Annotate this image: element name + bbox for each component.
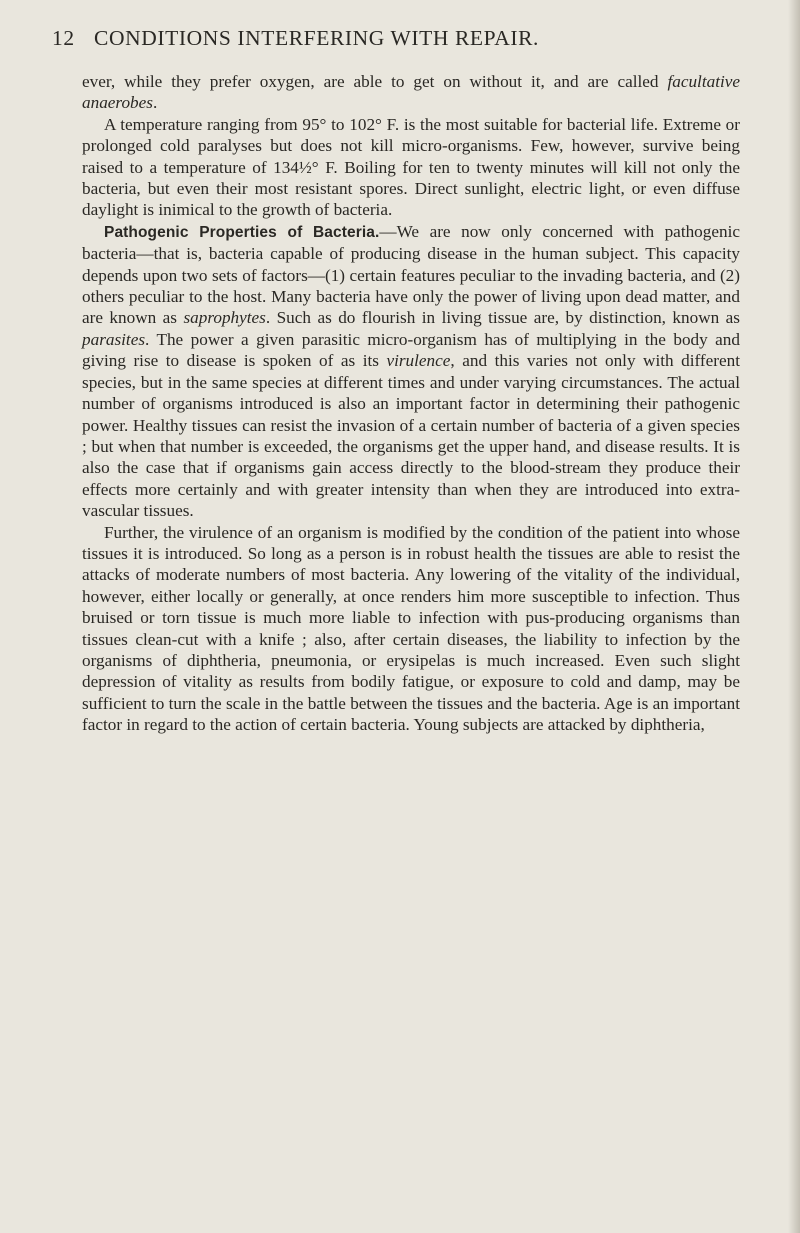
- italic-term: parasites: [82, 329, 146, 349]
- body-text: [82, 71, 740, 736]
- text-run: ever, while they prefer oxygen, are able to get on without it, and are called: [82, 72, 668, 91]
- text-run: .: [152, 93, 158, 113]
- paragraph-2: [82, 114, 740, 221]
- text-run: . Such as do flourish in living tissue are, by distinction, known as: [265, 308, 740, 328]
- italic-term: virulence: [386, 351, 451, 371]
- paragraph-3: [82, 221, 740, 522]
- text-run: Further, the virulence of an organism is modified by the condition of the patient into whose tissues it is introduced. So long as a person is in robust health the tissues are able to resist the attacks of moderate numbers of most bacteria. Any lowering of the vitality of the individual, however, either locally or generally, at once renders him more susceptible to infection. Thus bruised or torn tissue is much more liable to infection with pus-producing organisms than tissues clean-cut with a knife ; also, after certain diseases, the liability to infection by the organisms of diphtheria, pneumonia, or erysipelas is much increased. Even such slight depression of vitality as results from bodily fatigue, or exposure to cold and damp, may be sufficient to turn the scale in the battle between the tissues and the bacteria. Age is an important factor in regard to the action of certain bacteria. Young subjects are attacked by diphtheria,: [82, 522, 740, 735]
- italic-term: facultative anaerobes: [82, 72, 740, 113]
- paragraph-4: [82, 522, 740, 736]
- running-head: [52, 26, 740, 56]
- text-run: . The power a given parasitic micro-organism has of multiplying in the body and giving rise to disease is spoken of as its: [82, 329, 740, 371]
- paragraph-1: [82, 71, 740, 114]
- page-edge-shadow: [788, 0, 800, 1233]
- text-run: , and this varies not only with different species, but in the same species at different times and under varying circumstances. The actual number of organisms introduced is also an important factor in determining their pathogenic power. Healthy tissues can resist the invasion of a certain number of bacteria of a given species ; but when that number is exceeded, the organisms get the upper hand, and disease results. It is also the case that if organisms gain access directly to the blood-stream they produce their effects more certainly and with greater intensity than when they are introduced into extra-vascular tissues.: [82, 351, 740, 521]
- italic-term: saprophytes: [183, 308, 266, 328]
- page-number: 12: [52, 26, 75, 50]
- running-title: CONDITIONS INTERFERING WITH REPAIR.: [94, 26, 540, 50]
- text-run: —We are now only concerned with pathogenic bacteria—that is, bacteria capable of producing disease in the human subject. This capacity depends upon two sets of factors—(1) certain features peculiar to the invading bacteria, and (2) others peculiar to the host. Many bacteria have only the power of living upon dead matter, and are known as: [82, 221, 740, 328]
- section-side-heading: Pathogenic Properties of Bacteria.: [104, 223, 380, 241]
- text-run: A temperature ranging from 95° to 102° F. is the most suitable for bacterial life. Extreme or prolonged cold paralyses but does not kill micro-organisms. Few, however, survive being raised to a temperature of 134½° F. Boiling for ten to twenty minutes will kill not only the bacteria, but even their most resistant spores. Direct sunlight, electric light, or even diffuse daylight is inimical to the growth of bacteria.: [82, 114, 740, 220]
